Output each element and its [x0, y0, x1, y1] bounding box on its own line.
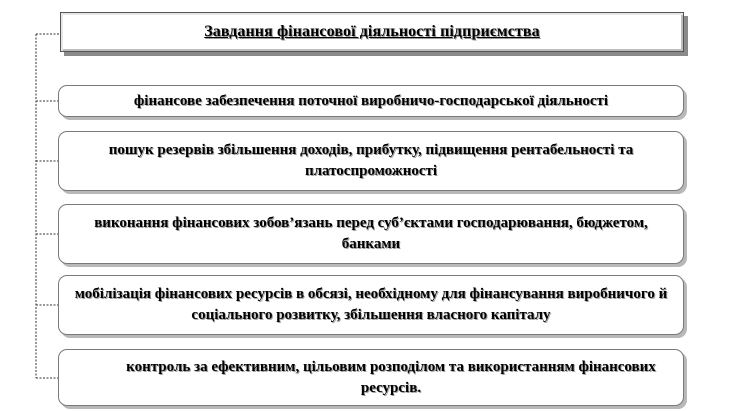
- task-text: фінансове забезпечення поточної виробничо-господарської діяльності: [133, 92, 609, 109]
- task-text: пошук резервів збільшення доходів, прибутку, підвищення рентабельності та платоспроможності: [108, 142, 634, 179]
- task-text: контроль за ефективним, цільовим розподілом та використанням фінансових ресурсів.: [126, 358, 656, 396]
- diagram-title: Завдання фінансової діяльності підприємства: [204, 23, 540, 40]
- task-box-obligations: [58, 204, 684, 264]
- task-box-financial-support: [58, 85, 684, 117]
- task-text: мобілізація фінансових ресурсів в обсязі, необхідному для фінансування виробничого й соціального розвитку, збільшення власного капіталу: [74, 286, 668, 323]
- task-text: виконання фінансових зобов’язань перед суб’єктами господарювання, бюджетом, банками: [94, 215, 648, 252]
- task-box-resource-mobilization: [58, 275, 684, 335]
- task-box-reserve-search: [58, 131, 684, 191]
- task-box-control: [58, 349, 684, 406]
- diagram-title-box: [60, 12, 684, 52]
